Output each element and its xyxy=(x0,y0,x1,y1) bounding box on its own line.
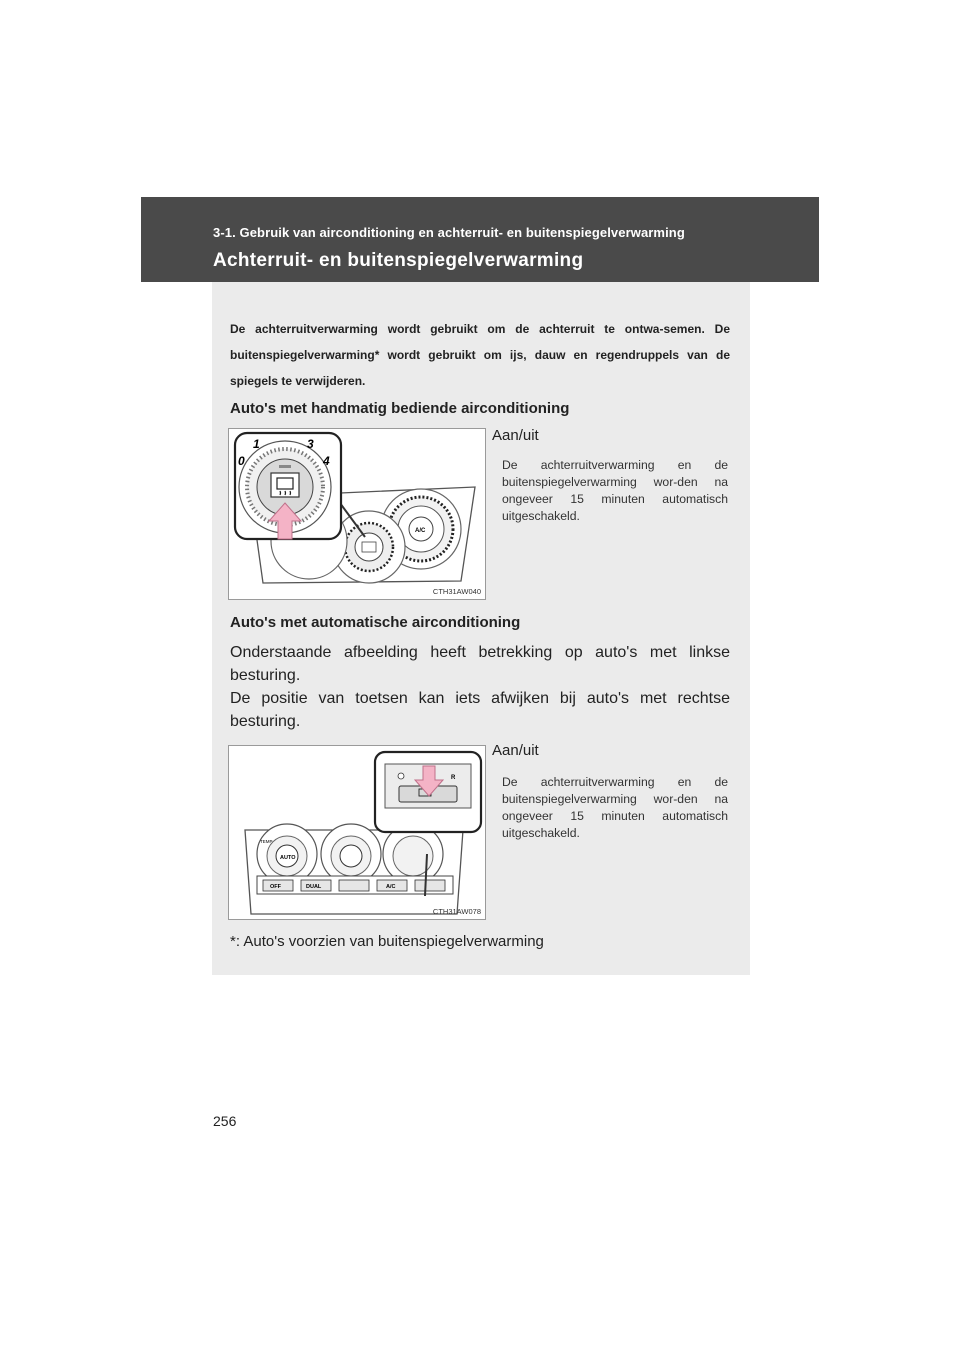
auto-ac-illustration xyxy=(229,746,485,919)
page-number: 256 xyxy=(213,1113,237,1129)
figure-code: CTH31AW078 xyxy=(432,907,481,916)
manual-ac-description: De achterruitverwarming en de buitenspiegelverwarming wor-den na ongeveer 15 minuten automatisch uitgeschakeld. xyxy=(502,458,728,523)
section-label: 3-1. Gebruik van airconditioning en achterruit- en buitenspiegelverwarming xyxy=(213,225,685,240)
auto-ac-paragraph-2: De positie van toetsen kan iets afwijken bij auto's met rechtse besturing. xyxy=(230,690,730,730)
off-button-label: OFF xyxy=(270,884,281,890)
footnote: *: Auto's voorzien van buitenspiegelverwarming xyxy=(230,933,544,950)
manual-ac-figure xyxy=(228,428,486,600)
figure-code: CTH31AW040 xyxy=(432,587,481,596)
auto-ac-figure xyxy=(228,745,486,920)
intro-text: De achterruitverwarming wordt gebruikt om de achterruit te ontwa-semen. De buitenspiegelverwarming* wordt gebruikt om ijs, dauw en regendruppels van de spiegels te verwijderen. xyxy=(230,322,730,388)
content-box xyxy=(212,282,750,975)
rear-label: R xyxy=(451,775,456,781)
dial-number-4: 4 xyxy=(323,454,330,468)
auto-ac-label: Aan/uit xyxy=(492,742,539,759)
manual-ac-label: Aan/uit xyxy=(492,427,539,444)
ac-label: A/C xyxy=(415,528,426,534)
manual-ac-heading: Auto's met handmatig bediende airconditioning xyxy=(230,400,570,417)
dial-number-1: 1 xyxy=(253,437,260,451)
temp-label: TEMP xyxy=(260,839,273,844)
auto-ac-heading: Auto's met automatische airconditioning xyxy=(230,614,521,631)
auto-ac-paragraph-1: Onderstaande afbeelding heeft betrekking op auto's met linkse besturing. xyxy=(230,644,730,684)
auto-ac-description: De achterruitverwarming en de buitenspiegelverwarming wor-den na ongeveer 15 minuten automatisch uitgeschakeld. xyxy=(502,775,728,840)
page-title: Achterruit- en buitenspiegelverwarming xyxy=(213,250,584,271)
dial-number-0: 0 xyxy=(238,454,245,468)
dial-number-3: 3 xyxy=(307,437,314,451)
auto-dial-label: AUTO xyxy=(280,855,296,861)
ac-button-label: A/C xyxy=(386,884,396,890)
chapter-header xyxy=(141,197,819,282)
manual-ac-illustration xyxy=(229,429,485,599)
dual-button-label: DUAL xyxy=(306,884,322,890)
